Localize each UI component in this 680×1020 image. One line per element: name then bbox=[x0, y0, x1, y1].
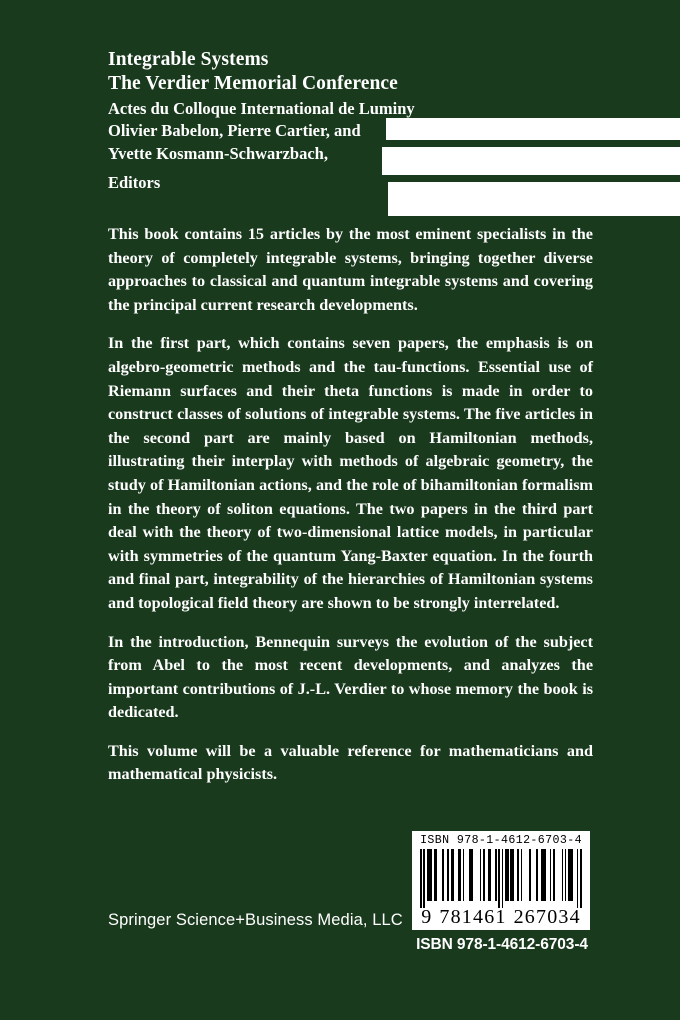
barcode-digits-left: 781461 bbox=[439, 906, 507, 928]
blurb-paragraph-4: This volume will be a valuable reference for mathematicians and mathematical physicists. bbox=[108, 741, 593, 784]
barcode-digits bbox=[418, 906, 584, 928]
editors-block bbox=[108, 119, 398, 194]
back-cover-blurb bbox=[108, 223, 593, 787]
editor-names-line-2: Yvette Kosmann-Schwarzbach, bbox=[108, 144, 328, 163]
blurb-paragraph-3: In the introduction, Bennequin surveys the evolution of the subject from Abel to the most recent developments, and analyzes the important contributions of J.-L. Verdier to whose memory the book is dedicated. bbox=[108, 632, 593, 722]
book-title: Integrable Systems bbox=[108, 49, 269, 70]
editors-label: Editors bbox=[108, 173, 161, 192]
white-bleed-panel-2 bbox=[382, 147, 680, 175]
white-bleed-panel-1 bbox=[386, 118, 680, 140]
blurb-paragraph-1: This book contains 15 articles by the most eminent specialists in the theory of completely integrable systems, bringing together diverse approaches to classical and quantum integrable systems and covering the principal current research developments. bbox=[108, 225, 593, 314]
barcode-digits-right: 267034 bbox=[513, 906, 581, 928]
isbn-barcode bbox=[412, 831, 590, 930]
book-subtitle-french: Actes du Colloque International de Luminy bbox=[108, 99, 415, 118]
white-bleed-panel-3 bbox=[388, 182, 680, 216]
title-block bbox=[108, 48, 528, 121]
book-subtitle: The Verdier Memorial Conference bbox=[108, 73, 398, 94]
barcode-bars bbox=[420, 849, 582, 908]
editor-names-line-1: Olivier Babelon, Pierre Cartier, and bbox=[108, 121, 361, 140]
isbn-caption: ISBN 978-1-4612-6703-4 bbox=[416, 936, 588, 953]
publisher-name: Springer Science+Business Media, LLC bbox=[108, 911, 403, 929]
barcode-isbn-label: ISBN 978-1-4612-6703-4 bbox=[420, 834, 582, 847]
barcode-digit-lead: 9 bbox=[421, 906, 433, 928]
blurb-paragraph-2: In the first part, which contains seven papers, the emphasis is on algebro-geometric methods and the tau-functions. Essential use of Riemann surfaces and their theta functions is made in order to construct classes of solutions of integrable systems. The five articles in the second part are mainly based on Hamiltonian methods, illustrating their interplay with methods of algebraic geometry, the study of Hamiltonian actions, and the role of bihamiltonian formalism in the theory of soliton equations. The two papers in the third part deal with the theory of two-dimensional lattice models, in particular with symmetries of the quantum Yang-Baxter equation. In the fourth and final part, integrability of the hierarchies of Hamiltonian systems and topological field theory are shown to be strongly interrelated. bbox=[108, 334, 593, 612]
